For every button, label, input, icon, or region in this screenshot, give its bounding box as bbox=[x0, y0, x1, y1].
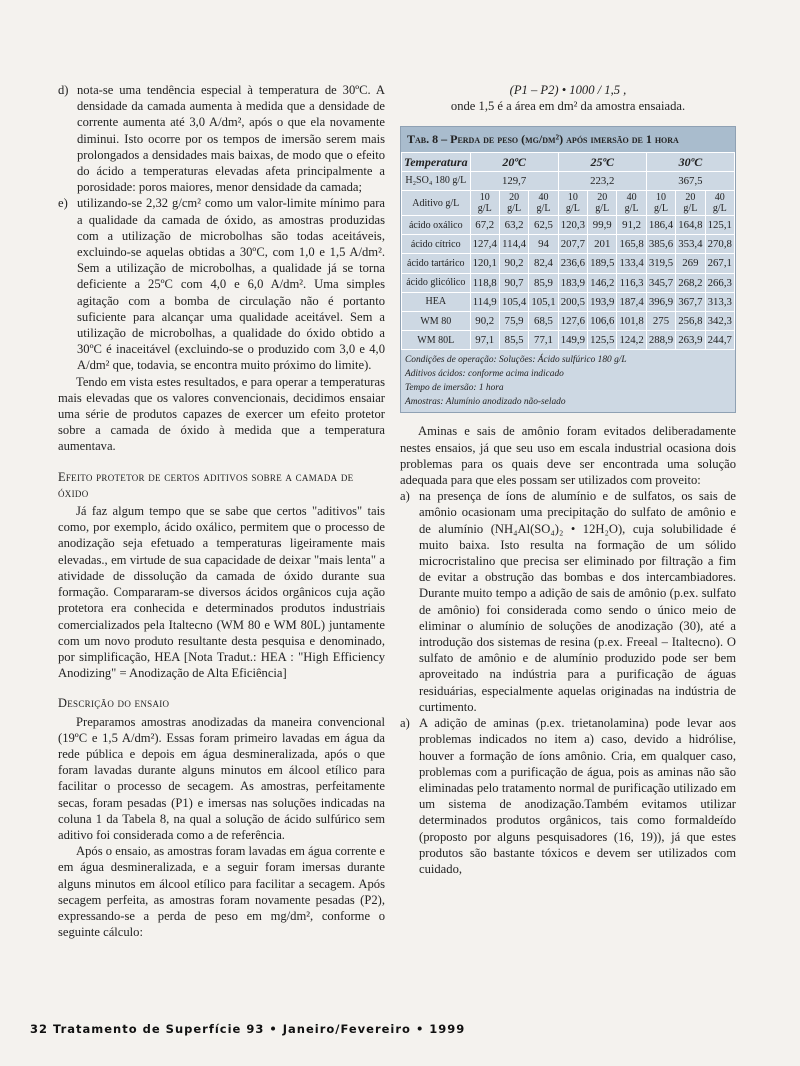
table-row bbox=[402, 331, 735, 350]
table-cell: 125,5 bbox=[588, 331, 617, 350]
list-label: e) bbox=[58, 196, 68, 211]
table-cell: 189,5 bbox=[588, 254, 617, 273]
table-cell: 62,5 bbox=[529, 216, 558, 235]
table-cell: 127,6 bbox=[558, 312, 587, 331]
table-cell: 105,1 bbox=[529, 292, 558, 311]
row-label: WM 80L bbox=[402, 331, 471, 350]
table-cell: 133,4 bbox=[617, 254, 646, 273]
table-cell: 120,3 bbox=[558, 216, 587, 235]
table-title: Tab. 8 – Perda de peso (mg/dm²) após imersão de 1 hora bbox=[401, 127, 735, 151]
table-cell: 266,3 bbox=[705, 273, 734, 292]
paragraph: Já faz algum tempo que se sabe que certos "aditivos" tais como, por exemplo, ácido oxálico, permitem que o processo de anodização seja efetuado a temperaturas ligeiramente mais elevadas., em virtude de sua capacidade de deixar "mais lenta" a atividade de dissolução da camada de óxido durante sua formação. Compararam-se diversos ácidos orgânicos cuja ação protetora era conhecida e determinados produtos industriais comercializados pela Italtecno (WM 80 e WM 80L) juntamente com um novo produto resultante desta pesquisa e denominado, por simplificação, HEA [Nota Tradut.: HEA : "High Efficiency Anodizing" = Anodização de Alta Eficiência] bbox=[58, 504, 385, 681]
formula: (P1 – P2) • 1000 / 1,5 , bbox=[509, 83, 627, 97]
table-row bbox=[402, 292, 735, 311]
weight-loss-table bbox=[401, 152, 735, 351]
table-cell: 114,4 bbox=[499, 235, 528, 254]
section-heading: Efeito protetor de certos aditivos sobre a camada de óxido bbox=[58, 469, 354, 500]
row-label: ácido tartárico bbox=[402, 254, 471, 273]
list-text: utilizando-se 2,32 g/cm² como um valor-limite mínimo para a qualidade da camada de óxido, as amostras produzidas com a utilização de microbolhas são todas aceitáveis, excluindo-se aquelas obtidas a 30ºC, com 1,0 e 1,5 A/dm². Sem a utilização de microbolhas, a qualidade já se torna deficiente a 25ºC com 4,0 e 6,0 A/dm². Uma simples agitação com a bomba de circulação não é portanto suficiente para alcançar uma qualidade aceitável. Sem a utilização de microbolhas, a qualidade do óxido obtido a 30ºC é inaceitável (excluindo-se o produzido com 3,0 e 4,0 A/dm² que, todavia, se encontra muito próximo do limite). bbox=[77, 196, 385, 373]
table-cell: 275 bbox=[646, 312, 675, 331]
table-cell: 120,1 bbox=[470, 254, 499, 273]
table-cell: 75,9 bbox=[499, 312, 528, 331]
table-cell: 201 bbox=[588, 235, 617, 254]
list-label: a) bbox=[400, 716, 410, 731]
table-row bbox=[402, 254, 735, 273]
left-column bbox=[58, 82, 385, 940]
temp-header: 30ºC bbox=[646, 152, 734, 171]
table-cell: 90,2 bbox=[470, 312, 499, 331]
table-cell: 116,3 bbox=[617, 273, 646, 292]
table-cell: 342,3 bbox=[705, 312, 734, 331]
list-text: A adição de aminas (p.ex. trietanolamina) pode levar aos problemas indicados no item a) caso, devido a hidrólise, houver a formação de íons amônio. Cria, em qualquer caso, problemas com a purificação de água, pois as aminas não são eliminadas pelo tratamento normal de purificação utilizado em um sistema de anodização.Também evitamos utilizar determinados produtos orgânicos, tais como formaldeído (proposto por alguns pesquisadores (16, 19)), já que estes produtos são bastante tóxicos e devem ser utilizados com cuidado, bbox=[419, 716, 736, 876]
table-cell: 105,4 bbox=[499, 292, 528, 311]
table-cell: 106,6 bbox=[588, 312, 617, 331]
table-note: Aditivos ácidos: conforme acima indicado bbox=[405, 369, 564, 380]
table-cell: 263,9 bbox=[676, 331, 705, 350]
row-label: ácido oxálico bbox=[402, 216, 471, 235]
table-cell: 90,7 bbox=[499, 273, 528, 292]
table-cell: 244,7 bbox=[705, 331, 734, 350]
formula-note: onde 1,5 é a área em dm² da amostra ensaiada. bbox=[450, 99, 686, 114]
table-row bbox=[402, 235, 735, 254]
list-item-a bbox=[400, 488, 736, 715]
temp-header: 20ºC bbox=[470, 152, 558, 171]
concentration-header: 40 g/L bbox=[705, 191, 734, 216]
concentration-header: 40 g/L bbox=[529, 191, 558, 216]
table-cell: 68,5 bbox=[529, 312, 558, 331]
concentration-header: 40 g/L bbox=[617, 191, 646, 216]
table-cell: 186,4 bbox=[646, 216, 675, 235]
table-cell: 85,9 bbox=[529, 273, 558, 292]
table-cell: 67,2 bbox=[470, 216, 499, 235]
table-cell: 183,9 bbox=[558, 273, 587, 292]
table-cell: 125,1 bbox=[705, 216, 734, 235]
table-cell: 267,1 bbox=[705, 254, 734, 273]
concentration-header: 20 g/L bbox=[676, 191, 705, 216]
paragraph: Aminas e sais de amônio foram evitados deliberadamente nestes ensaios, já que seu uso em escala industrial ocasiona dois problemas para os quais deve ser encontrada uma solução adequada para que eles possam ser utilizados com proveito: bbox=[400, 424, 736, 488]
table-cell: 82,4 bbox=[529, 254, 558, 273]
concentration-header: 10 g/L bbox=[470, 191, 499, 216]
table-row bbox=[402, 273, 735, 292]
reference-value: 223,2 bbox=[558, 171, 646, 190]
table-cell: 236,6 bbox=[558, 254, 587, 273]
table-note: Condições de operação: Soluções: Ácido sulfúrico 180 g/L bbox=[405, 355, 627, 366]
table-cell: 85,5 bbox=[499, 331, 528, 350]
list-item-a2 bbox=[400, 715, 736, 877]
list-item-e bbox=[58, 195, 385, 373]
row-label: ácido cítrico bbox=[402, 235, 471, 254]
list-label: a) bbox=[400, 489, 410, 504]
concentration-header: 20 g/L bbox=[588, 191, 617, 216]
table-row bbox=[402, 312, 735, 331]
table-cell: 193,9 bbox=[588, 292, 617, 311]
table-cell: 77,1 bbox=[529, 331, 558, 350]
table-cell: 396,9 bbox=[646, 292, 675, 311]
table-cell: 91,2 bbox=[617, 216, 646, 235]
table-cell: 101,8 bbox=[617, 312, 646, 331]
table-cell: 385,6 bbox=[646, 235, 675, 254]
table-cell: 164,8 bbox=[676, 216, 705, 235]
paragraph: Tendo em vista estes resultados, e para operar a temperaturas mais elevadas que os valores convencionais, decidimos ensaiar uma série de produtos capazes de exercer um efeito protetor sobre a camada de óxido à medida que a temperatura aumentava. bbox=[58, 374, 385, 454]
table-cell: 319,5 bbox=[646, 254, 675, 273]
table-cell: 269 bbox=[676, 254, 705, 273]
table-cell: 353,4 bbox=[676, 235, 705, 254]
reference-value: 367,5 bbox=[646, 171, 734, 190]
concentration-header: 10 g/L bbox=[558, 191, 587, 216]
reference-label: H₂SO₄ 180 g/L bbox=[402, 171, 471, 190]
table-cell: 367,7 bbox=[676, 292, 705, 311]
table-cell: 288,9 bbox=[646, 331, 675, 350]
temp-header: 25ºC bbox=[558, 152, 646, 171]
table-cell: 165,8 bbox=[617, 235, 646, 254]
table-cell: 118,8 bbox=[470, 273, 499, 292]
concentration-header: 20 g/L bbox=[499, 191, 528, 216]
table-cell: 94 bbox=[529, 235, 558, 254]
table-corner: Temperatura bbox=[402, 152, 471, 171]
table-8 bbox=[400, 126, 736, 413]
section-heading: Descrição do ensaio bbox=[58, 696, 170, 711]
additive-label: Aditivo g/L bbox=[402, 191, 471, 216]
list-text: na presença de íons de alumínio e de sulfatos, os sais de amônio ocasionam uma precipitação do sulfato de amônio e de alumínio (NH₄Al(SO₄)₂ • 12H₂O), cuja solubilidade é muito baixa. Isto resulta na formação de um sólido microcristalino que precisa ser eliminado por filtração a fim de evitar a obstrução das bombas e dos intercambiadores. Durante muito tempo a adição de sais de amônio (p.ex. sulfato de amônio) foi considerada como sendo o único meio de eliminar o alumínio de soluções de anodização (30), até a introdução dos sistemas de resina (p.ex. Freeal – Italtecno). O sulfato de amônio e de alumínio produzido pode ser bem aproveitado na indústria para a purificação de águas residuárias, especialmente aquelas originadas na indústria de curtimento. bbox=[419, 489, 736, 714]
table-cell: 97,1 bbox=[470, 331, 499, 350]
table-cell: 313,3 bbox=[705, 292, 734, 311]
row-label: ácido glicólico bbox=[402, 273, 471, 292]
page-footer: 32 Tratamento de Superfície 93 • Janeiro/Fevereiro • 1999 bbox=[30, 1022, 466, 1036]
list-text: nota-se uma tendência especial à temperatura de 30ºC. A densidade da camada aumenta à medida que a densidade de corrente aumenta até 3,0 A/dm², após o que ela novamente diminui. Isto ocorre por os tempos de imersão serem mais prolongados a densidades mais baixas, de modo que o efeito do ácido a temperaturas elevadas afeta principalmente a porosidade: poros maiores, menor densidade da camada; bbox=[77, 83, 385, 195]
row-label: HEA bbox=[402, 292, 471, 311]
table-cell: 200,5 bbox=[558, 292, 587, 311]
table-cell: 187,4 bbox=[617, 292, 646, 311]
table-cell: 345,7 bbox=[646, 273, 675, 292]
table-cell: 127,4 bbox=[470, 235, 499, 254]
paragraph: Preparamos amostras anodizadas da maneira convencional (19ºC e 1,5 A/dm²). Essas foram primeiro lavadas em água da rede pública e depois em água desmineralizada, após o que foram lavadas durante alguns minutos em álcool etílico para facilitar o processo de secagem. As amostras, perfeitamente secas, foram pesadas (P1) e imersas nas soluções indicadas na coluna 1 da Tabela 8, na qual a solução de ácido sulfúrico sem aditivo foi considerada como a de referência. bbox=[58, 714, 385, 842]
paragraph: Após o ensaio, as amostras foram lavadas em água corrente e em água desmineralizada, e a seguir foram imersas durante alguns minutos em álcool etílico para facilitar a secagem. Após secagem perfeita, as amostras foram novamente pesadas (P2), expressando-se a perda de peso em mg/dm², conforme o seguinte cálculo: bbox=[58, 844, 385, 940]
right-column bbox=[400, 82, 736, 877]
table-cell: 63,2 bbox=[499, 216, 528, 235]
list-label: d) bbox=[58, 83, 69, 97]
table-note: Tempo de imersão: 1 hora bbox=[405, 383, 504, 394]
table-cell: 207,7 bbox=[558, 235, 587, 254]
table-row bbox=[402, 216, 735, 235]
table-cell: 99,9 bbox=[588, 216, 617, 235]
table-cell: 90,2 bbox=[499, 254, 528, 273]
table-cell: 146,2 bbox=[588, 273, 617, 292]
table-cell: 114,9 bbox=[470, 292, 499, 311]
table-cell: 270,8 bbox=[705, 235, 734, 254]
table-cell: 124,2 bbox=[617, 331, 646, 350]
table-cell: 149,9 bbox=[558, 331, 587, 350]
concentration-header: 10 g/L bbox=[646, 191, 675, 216]
list-item-d bbox=[58, 82, 385, 195]
table-cell: 256,8 bbox=[676, 312, 705, 331]
reference-value: 129,7 bbox=[470, 171, 558, 190]
row-label: WM 80 bbox=[402, 312, 471, 331]
table-note: Amostras: Alumínio anodizado não-selado bbox=[405, 397, 566, 408]
table-cell: 268,2 bbox=[676, 273, 705, 292]
